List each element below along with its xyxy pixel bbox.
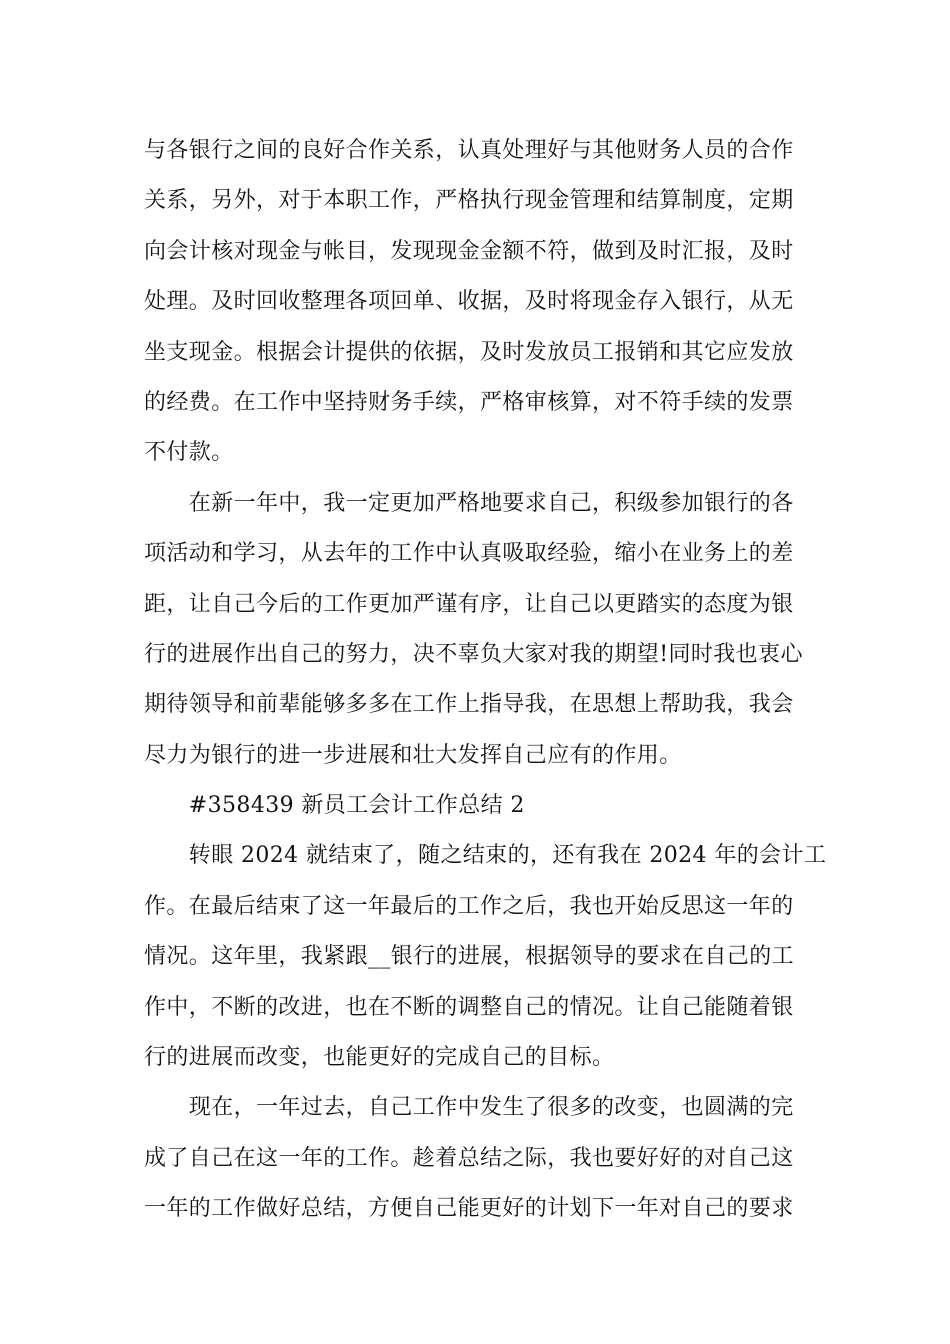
text-line: 距，让自己今后的工作更加严谨有序，让自己以更踏实的态度为银 bbox=[144, 591, 794, 617]
text-line: 在新一年中，我一定更加严格地要求自己，积级参加银行的各 bbox=[144, 490, 794, 516]
text-line: 现在，一年过去，自己工作中发生了很多的改变，也圆满的完 bbox=[144, 1095, 794, 1121]
text-line: 转眼 2024 就结束了，随之结束的，还有我在 2024 年的会计工 bbox=[144, 843, 827, 869]
document-body bbox=[144, 126, 827, 1235]
text-line: 作中，不断的改进，也在不断的调整自己的情况。让自己能随着银 bbox=[144, 994, 794, 1020]
text-line: 的经费。在工作中坚持财务手续，严格审核算，对不符手续的发票 bbox=[144, 389, 794, 415]
text-line: 行的进展作出自己的努力，决不辜负大家对我的期望!同时我也衷心 bbox=[144, 641, 803, 667]
text-line: 情况。这年里，我紧跟__银行的进展，根据领导的要求在自己的工 bbox=[144, 944, 795, 970]
paragraph-summary-intro bbox=[144, 1083, 814, 1234]
paragraph-year-review bbox=[144, 831, 827, 1083]
text-line: 成了自己在这一年的工作。趁着总结之际，我也要好好的对自己这 bbox=[144, 1145, 794, 1171]
paragraph-bank-cooperation bbox=[144, 126, 814, 479]
text-line: 关系，另外，对于本职工作，严格执行现金管理和结算制度，定期 bbox=[144, 188, 794, 214]
text-line: 期待领导和前辈能够多多在工作上指导我，在思想上帮助我，我会 bbox=[144, 692, 794, 718]
text-line: 向会计核对现金与帐目，发现现金金额不符，做到及时汇报，及时 bbox=[144, 238, 794, 264]
text-line: 项活动和学习，从去年的工作中认真吸取经验，缩小在业务上的差 bbox=[144, 541, 794, 567]
section-heading: #358439 新员工会计工作总结 2 bbox=[144, 793, 525, 819]
paragraph-new-year-goals bbox=[144, 479, 814, 781]
text-line: 作。在最后结束了这一年最后的工作之后，我也开始反思这一年的 bbox=[144, 893, 794, 919]
text-line: 行的进展而改变，也能更好的完成自己的目标。 bbox=[144, 1045, 615, 1071]
text-line: 与各银行之间的良好合作关系，认真处理好与其他财务人员的合作 bbox=[144, 138, 794, 163]
text-line: 尽力为银行的进一步进展和壮大发挥自己应有的作用。 bbox=[144, 742, 682, 768]
text-line: 一年的工作做好总结，方便自己能更好的计划下一年对自己的要求 bbox=[144, 1196, 794, 1222]
text-line: 不付款。 bbox=[144, 440, 234, 466]
text-line: 处理。及时回收整理各项回单、收据，及时将现金存入银行，从无 bbox=[144, 289, 794, 315]
text-line: 坐支现金。根据会计提供的依据，及时发放员工报销和其它应发放 bbox=[144, 339, 794, 365]
